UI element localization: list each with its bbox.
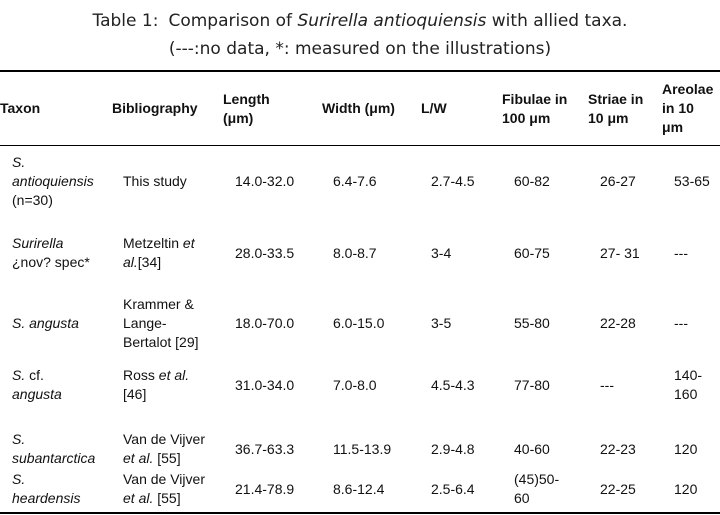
- header-taxon: Taxon: [0, 100, 41, 116]
- cell-length: 36.7-63.3: [235, 440, 295, 457]
- header-length: Length (μm): [223, 90, 270, 126]
- cell-width: 8.6-12.4: [333, 480, 385, 497]
- cell-bibliography: Ross et al. [46]: [123, 367, 190, 402]
- header-bibliography: Bibliography: [112, 100, 198, 116]
- header-fibulae: Fibulae in 100 μm: [502, 90, 568, 126]
- cell-bibliography: Van de Vijver et al. [55]: [123, 431, 205, 466]
- header-areolae: Areolae in 10 μm: [662, 81, 714, 135]
- cell-fibulae: 60-75: [514, 244, 550, 261]
- cell-length: 18.0-70.0: [235, 314, 295, 331]
- cell-length: 14.0-32.0: [235, 172, 295, 189]
- table-caption-title: [0, 8, 720, 34]
- cell-taxon: S. subantarctica: [12, 431, 96, 466]
- cell-lw: 3-4: [431, 244, 452, 261]
- header-striae: Striae in 10 μm: [588, 90, 644, 126]
- cell-bibliography: Krammer & Lange- Bertalot [29]: [123, 295, 199, 350]
- cell-taxon: S. cf. angusta: [12, 367, 62, 402]
- cell-bibliography: Van de Vijver et al. [55]: [123, 471, 205, 506]
- cell-lw: 2.9-4.8: [431, 440, 475, 457]
- cell-taxon: S. heardensis: [12, 471, 81, 506]
- caption-species-name: Surirella antioquiensis: [297, 11, 487, 31]
- cell-width: 7.0-8.0: [333, 376, 377, 393]
- cell-length: 21.4-78.9: [235, 480, 295, 497]
- table-row: [0, 222, 720, 284]
- caption-text-pre: Comparison of: [168, 11, 298, 31]
- cell-bibliography: Metzeltin et al.[34]: [123, 235, 195, 270]
- cell-width: 11.5-13.9: [333, 440, 392, 457]
- cell-taxon: Surirella ¿nov? spec*: [12, 235, 90, 270]
- cell-striae: 22-25: [600, 480, 636, 497]
- cell-width: 6.4-7.6: [333, 172, 377, 189]
- cell-striae: 27- 31: [600, 244, 640, 261]
- table-row: [0, 292, 720, 354]
- cell-lw: 4.5-4.3: [431, 376, 475, 393]
- cell-areolae: 140- 160: [674, 367, 703, 402]
- cell-areolae: ---: [674, 244, 688, 261]
- cell-fibulae: 55-80: [514, 314, 550, 331]
- table-row: [0, 150, 720, 212]
- cell-fibulae: 60-82: [514, 172, 550, 189]
- caption-text-post: with allied taxa.: [486, 11, 628, 31]
- cell-striae: 22-28: [600, 314, 636, 331]
- cell-length: 31.0-34.0: [235, 376, 295, 393]
- cell-lw: 3-5: [431, 314, 452, 331]
- cell-areolae: 120: [674, 480, 698, 497]
- table-row: [0, 354, 720, 416]
- table-header-row: [0, 72, 720, 145]
- table-label: Table 1:: [92, 11, 159, 31]
- cell-areolae: ---: [674, 314, 688, 331]
- cell-width: 6.0-15.0: [333, 314, 385, 331]
- cell-bibliography: This study: [123, 172, 187, 189]
- cell-fibulae: (45)50- 60: [514, 471, 560, 506]
- cell-length: 28.0-33.5: [235, 244, 295, 261]
- cell-taxon: S. angusta: [12, 314, 79, 331]
- cell-fibulae: 40-60: [514, 440, 550, 457]
- table-caption-note: (---:no data, *: measured on the illustrations): [168, 39, 552, 59]
- header-width: Width (μm): [322, 100, 395, 116]
- table-bottom-rule: [0, 512, 720, 514]
- cell-lw: 2.5-6.4: [431, 480, 475, 497]
- cell-striae: 22-23: [600, 440, 636, 457]
- table-row: [0, 466, 720, 512]
- cell-striae: ---: [600, 376, 614, 393]
- cell-taxon: S. antioquiensis (n=30): [12, 153, 94, 208]
- cell-lw: 2.7-4.5: [431, 172, 475, 189]
- header-lw: L/W: [421, 100, 447, 116]
- cell-width: 8.0-8.7: [333, 244, 377, 261]
- cell-striae: 26-27: [600, 172, 636, 189]
- cell-fibulae: 77-80: [514, 376, 550, 393]
- cell-areolae: 53-65: [674, 172, 710, 189]
- table-header-rule: [0, 145, 720, 146]
- cell-areolae: 120: [674, 440, 698, 457]
